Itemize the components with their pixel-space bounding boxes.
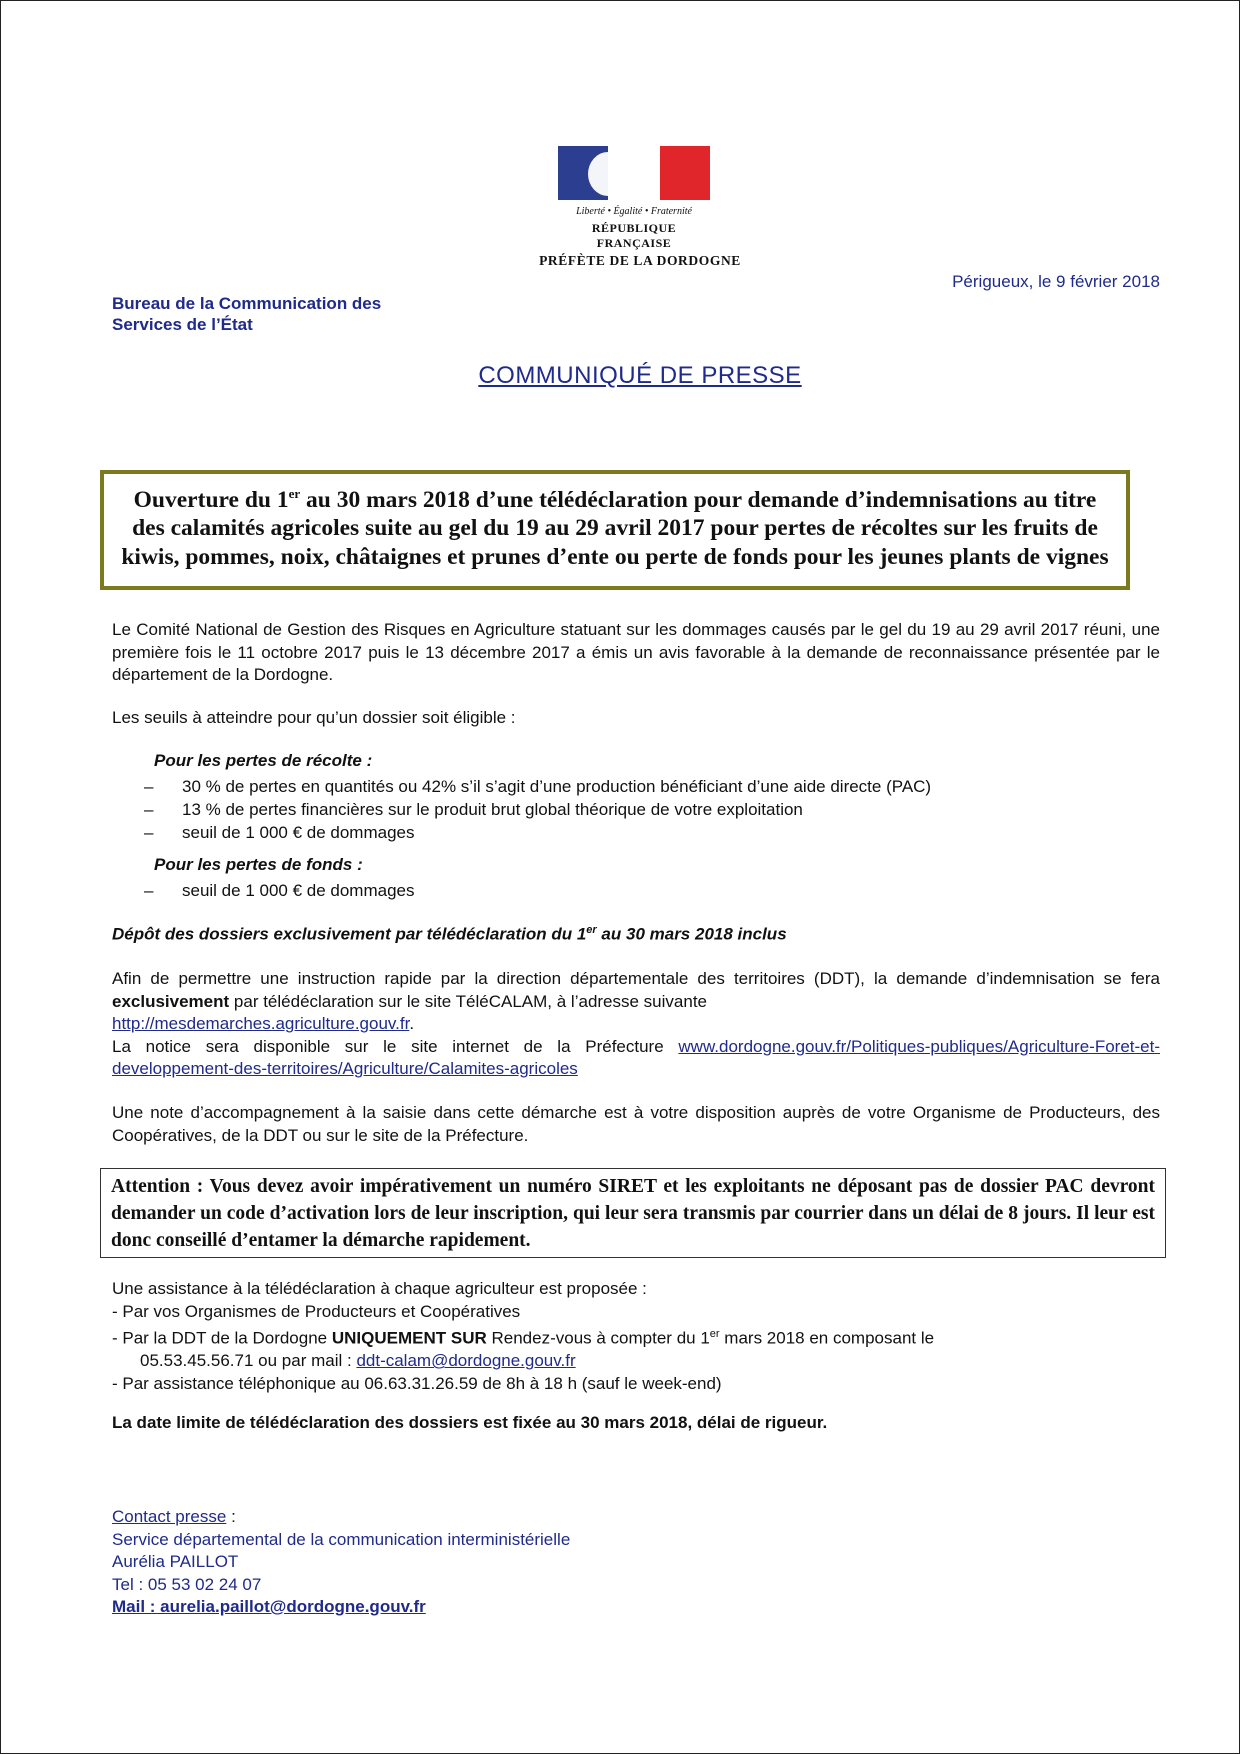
marianne-logo [556, 146, 712, 251]
prefecture-notice-link[interactable]: www.dordogne.gouv.fr/Politiques-publiques/Agriculture-Foret-et-developpement-des-territoires/Agriculture/Calamites-agricoles [112, 1036, 1160, 1078]
headline: Ouverture du 1er au 30 mars 2018 d’une télédéclaration pour demande d’indemnisations au titre des calamités agricoles suite au gel du 19 au 29 avril 2017 pour pertes de récoltes sur les fruits de kiwis, pommes, noix, châtaignes et prunes d’ente ou perte de fonds pour les jeunes plants de vignes [121, 486, 1109, 570]
telecalam-link[interactable]: http://mesdemarches.agriculture.gouv.fr [112, 1014, 410, 1033]
logo-republic: RÉPUBLIQUE FRANÇAISE [591, 221, 677, 250]
note-paragraph: Une note d’accompagnement à la saisie dans cette démarche est à votre disposition auprès de votre Organisme de Producteurs, des Coopératives, de la DDT ou sur le site de la Préfecture. [112, 1103, 1160, 1145]
press-contact: Contact presse : Service départemental de la communication interministérielle Aurélia PAILLOT Tel : 05 53 02 24 07 Mail : aurelia.paillot@dordogne.gouv.fr [112, 1506, 570, 1619]
afin-paragraph: Afin de permettre une instruction rapide par la direction départementale des territoires (DDT), la demande d’indemnisation se fera exclusivement par télédéclaration sur le site TéléCALAM, à l’adresse suivante http://mesdemarches.agriculture.gouv.fr. La notice sera disponible sur le site internet de la Préfecture www.dordogne.gouv.fr/Politiques-publiques/Agriculture-Foret-et-developpement-des-territoires/Agriculture/Calamites-agricoles [112, 969, 1160, 1078]
document-date: Périgueux, le 9 février 2018 [952, 272, 1160, 291]
list-item: – seuil de 1 000 € de dommages [144, 823, 415, 842]
deadline-notice: La date limite de télédéclaration des dossiers est fixée au 30 mars 2018, délai de rigueur. [112, 1413, 828, 1432]
contact-service: Service départemental de la communication interministérielle [112, 1529, 571, 1549]
document-title: COMMUNIQUÉ DE PRESSE [478, 362, 802, 389]
marianne-profile-icon [588, 152, 608, 196]
attention-text: Attention : Vous devez avoir impérativement un numéro SIRET et les exploitants ne déposant pas de dossier PAC devront demander un code d’activation lors de leur inscription, qui leur sera transmis par courrier dans un délai de 8 jours. Il leur est donc conseillé d’entamer la démarche rapidement. [111, 1176, 1155, 1251]
fonds-list [144, 879, 1144, 902]
headline-box [100, 470, 1130, 590]
seuils-intro: Les seuils à atteindre pour qu’un dossier soit éligible : [112, 708, 516, 727]
contact-name: Aurélia PAILLOT [112, 1552, 239, 1571]
list-item: – 13 % de pertes financières sur le produit brut global théorique de votre exploitation [144, 800, 803, 819]
recolte-section-title: Pour les pertes de récolte : [154, 751, 373, 770]
assistance-item-2-line-2: 05.53.45.56.71 ou par mail : ddt-calam@dordogne.gouv.fr [140, 1351, 576, 1371]
prefecture-name: PRÉFÈTE DE LA DORDOGNE [539, 253, 741, 268]
list-item: – seuil de 1 000 € de dommages [144, 881, 415, 900]
bureau-name [112, 293, 381, 335]
fonds-section-title: Pour les pertes de fonds : [154, 855, 363, 874]
recolte-list [144, 775, 1144, 844]
bureau-line-2: Services de l’État [112, 315, 253, 334]
attention-box [100, 1168, 1166, 1258]
logo-motto: Liberté • Égalité • Fraternité [576, 206, 692, 217]
assistance-intro: Une assistance à la télédéclaration à chaque agriculteur est proposée : [112, 1279, 647, 1298]
list-item: – 30 % de pertes en quantités ou 42% s’il s’agit d’une production bénéficiant d’une aide directe (PAC) [144, 777, 932, 796]
depot-heading: Dépôt des dossiers exclusivement par télédéclaration du 1er au 30 mars 2018 inclus [112, 924, 787, 944]
assistance-item-3: - Par assistance téléphonique au 06.63.31.26.59 de 8h à 18 h (sauf le week-end) [112, 1373, 722, 1393]
contact-tel: Tel : 05 53 02 24 07 [112, 1574, 262, 1594]
intro-paragraph: Le Comité National de Gestion des Risques en Agriculture statuant sur les dommages causés par le gel du 19 au 29 avril 2017 réuni, une première fois le 11 octobre 2017 puis le 13 décembre 2017 a émis un avis favorable à la demande de reconnaissance présentée par le département de la Dordogne. [112, 620, 1160, 684]
assistance-item-2: - Par la DDT de la Dordogne UNIQUEMENT SUR Rendez-vous à compter du 1er mars 2018 en composant le [112, 1328, 935, 1348]
contact-label: Contact presse [112, 1507, 227, 1526]
ddt-email-link[interactable]: ddt-calam@dordogne.gouv.fr [356, 1351, 576, 1371]
contact-mail-link[interactable]: Mail : aurelia.paillot@dordogne.gouv.fr [112, 1597, 426, 1616]
bureau-line-1: Bureau de la Communication des [112, 294, 382, 313]
tricolor-flag-icon [558, 146, 710, 200]
assistance-section [112, 1278, 1160, 1395]
assistance-item-1: - Par vos Organismes de Producteurs et Coopératives [112, 1301, 521, 1321]
